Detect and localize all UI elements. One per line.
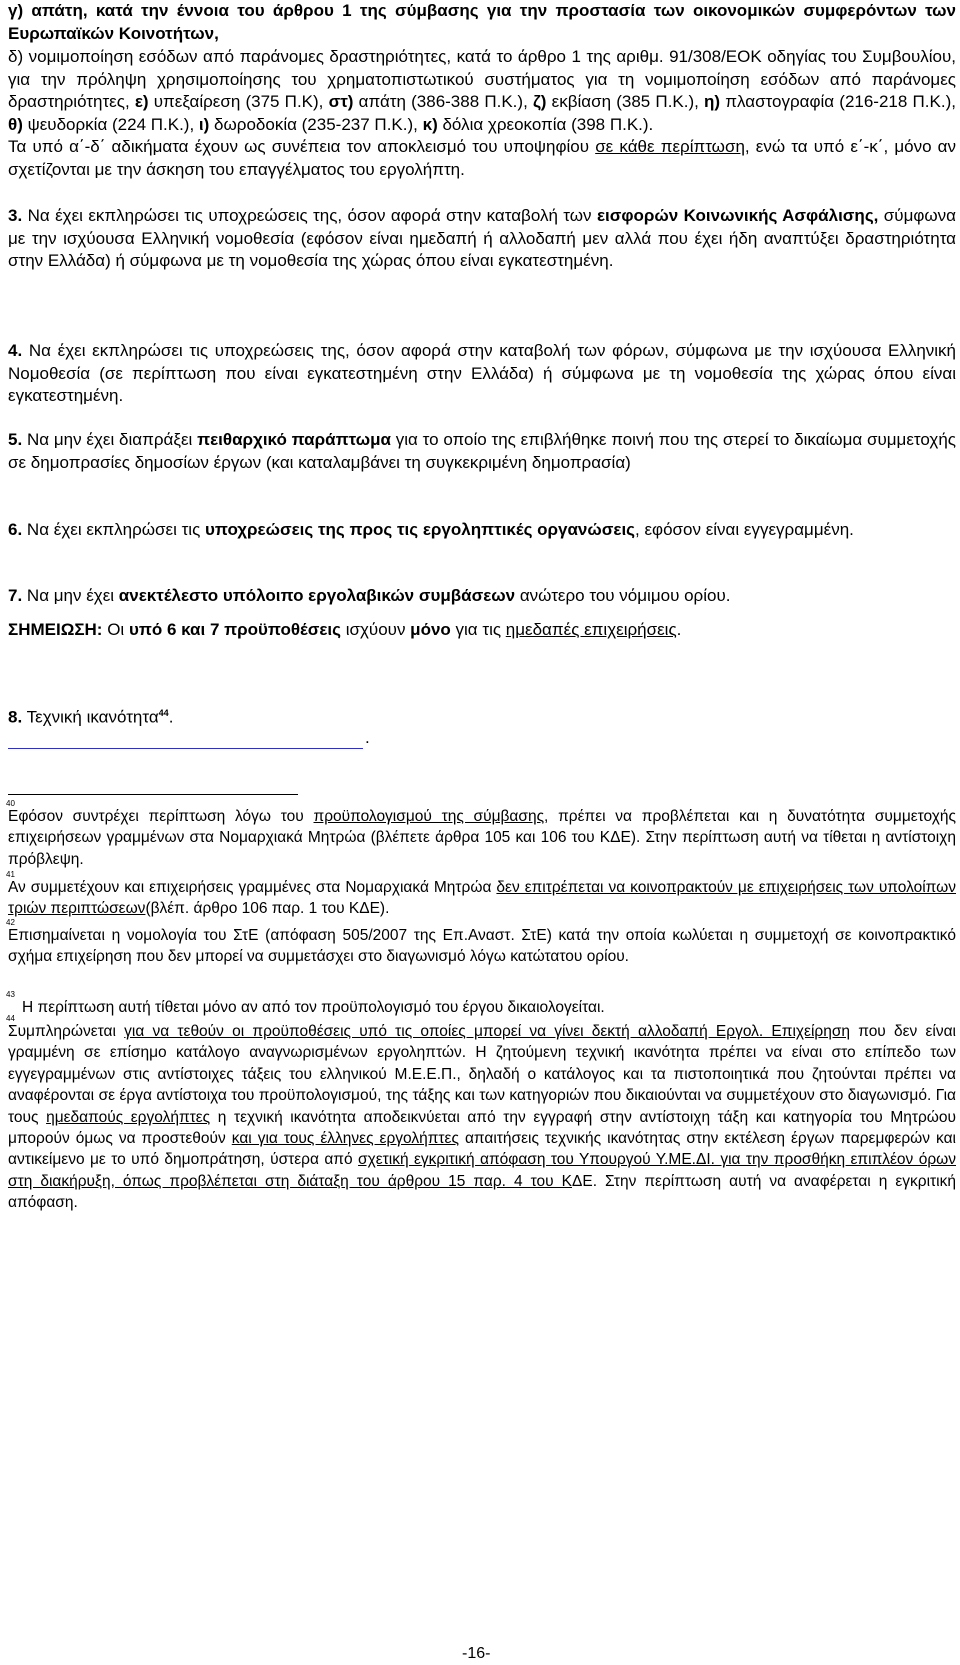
consequence-underlined: σε κάθε περίπτωση — [595, 137, 745, 156]
item-7-text-c: ανώτερο του νόμιμου ορίου. — [515, 586, 731, 605]
item-4-number: 4. — [8, 341, 23, 360]
item-3-number: 3. — [8, 206, 23, 225]
item-6-text-c: , εφόσον είναι εγγεγραμμένη. — [635, 520, 854, 539]
footnote-44-text-a: Συμπληρώνεται — [8, 1023, 125, 1040]
consequence-paragraph — [8, 136, 956, 181]
item-8-number: 8. — [8, 707, 23, 727]
consequence-text-1: Τα υπό α΄-δ΄ αδικήματα έχουν ως συνέπεια τον αποκλεισμό του υποψηφίου — [8, 137, 596, 156]
item-7 — [8, 585, 956, 608]
footnote-43 — [6, 990, 956, 1018]
item-st-text: απάτη (386-388 Π.Κ.), — [353, 92, 528, 111]
item-4 — [8, 340, 956, 408]
label-k: κ) — [422, 114, 438, 134]
item-5-bold: πειθαρχικό παράπτωμα — [197, 430, 391, 449]
fill-in-line-dot: . — [365, 728, 370, 747]
footnote-41-number: 41 — [6, 870, 15, 879]
item-g-text: γ) απάτη, κατά την έννοια του άρθρου 1 της σύμβασης για την προστασία των οικονομικών συμφερόντων των Ευρωπαϊκών Κοινοτήτων, — [8, 1, 956, 43]
footnote-40-text-b: , πρέπει να προβλέπεται και η δυνατότητα συμμετοχής επιχειρήσεων γραμμένων στα Νομαρχιακά Μητρώα (βλέπετε άρθρα 105 και 106 του ΚΔΕ). Στην περίπτωση αυτή να τίθεται η αντίστοιχη πρόβλεψη. — [8, 808, 956, 868]
footnote-41 — [6, 870, 957, 920]
footnote-44-underlined-1: για να τεθούν οι προϋποθέσεις υπό τις οποίες μπορεί να γίνει δεκτή αλλοδαπή Εργολ. Επιχείρηση — [124, 1023, 851, 1040]
footnote-41-underlined: δεν επιτρέπεται να κοινοπρακτούν με επιχειρήσεις των υπολοίπων τριών περιπτώσεων — [8, 879, 957, 918]
item-7-bold: ανεκτέλεστο υπόλοιπο εργολαβικών συμβάσεων — [118, 586, 516, 605]
note-paragraph — [8, 619, 956, 642]
footnote-40-text-a: Εφόσον συντρέχει περίπτωση λόγω του — [8, 808, 314, 825]
item-th-text: ψευδορκία (224 Π.Κ.), — [22, 114, 195, 134]
item-8 — [8, 702, 956, 729]
note-text-e: για τις — [450, 620, 506, 639]
note-underlined: ημεδαπές επιχειρήσεις — [505, 620, 677, 639]
page-number: -16- — [462, 1645, 491, 1662]
footnote-44-underlined-3: και για τους έλληνες εργολήπτες — [231, 1130, 459, 1148]
item-3 — [8, 205, 956, 273]
footnote-44-text-c: η τεχνική ικανότητα αποδεικνύεται από την εγγραφή στην αντίστοιχη τάξη και κατηγορία του Μητρώου μπορούν όμως να προστεθούν — [8, 1108, 956, 1148]
footnote-44-text-d: απαιτήσεις τεχνικής ικανότητας στην εκτέλεση έργων παρεμφερών και αντικείμενο με το υπό δημοπράτηση, ύστερα από — [8, 1130, 956, 1169]
item-5 — [8, 429, 956, 474]
footnote-44-text — [8, 1021, 956, 1214]
item-k-text: δόλια χρεοκοπία (398 Π.Κ.). — [437, 114, 654, 134]
footnote-42-text: Επισημαίνεται η νομολογία του ΣτΕ (απόφαση 505/2007 της Επ.Αναστ. ΣτΕ) κατά την οποία κωλύεται η συμμετοχή σε κοινοπρακτικό σχήμα επιχείρηση που δεν μπορεί να συμμετάσχει στο διαγωνισμό λόγω κατώτατου ορίου. — [8, 927, 956, 966]
item-5-text-a: Να μην έχει διαπράξει — [22, 430, 198, 449]
item-3-text-c: σύμφωνα με την ισχύουσα Ελληνική νομοθεσία (εφόσον είναι ημεδαπή ή αλλοδαπή μεν αλλά που έχει ήδη αναπτύξει δραστηριότητα στην Ελλάδα) ή σύμφωνα με τη νομοθεσία της χώρας όπου είναι εγκατεστημένη. — [8, 206, 956, 270]
footnote-41-text — [8, 877, 956, 920]
item-3-text-a: Να έχει εκπληρώσει τις υποχρεώσεις της, όσον αφορά στην καταβολή των — [22, 206, 597, 225]
footnote-43-number: 43 — [6, 990, 15, 999]
footnote-41-text-b: (βλέπ. άρθρο 106 παρ. 1 του ΚΔΕ). — [145, 900, 390, 918]
label-h: η) — [704, 92, 721, 111]
label-st: στ) — [328, 92, 354, 111]
note-bold-d: μόνο — [410, 620, 451, 639]
item-7-text-a: Να μην έχει — [22, 586, 119, 605]
item-6-bold: υποχρεώσεις της προς τις εργοληπτικές οργανώσεις — [205, 520, 636, 539]
intro-section — [8, 0, 956, 181]
item-5-text-c: για το οποίο της επιβλήθηκε ποινή που της στερεί το δικαίωμα συμμετοχής σε δημοπρασίες δημοσίων έργων (και καταλαμβάνει τη συγκεκριμένη δημοπρασία) — [8, 430, 956, 472]
label-e: ε) — [134, 92, 149, 111]
item-i-text: δωροδοκία (235-237 Π.Κ.), — [209, 114, 418, 134]
footnote-44-text-e: ΔΕ. Στην περίπτωση αυτή να αναφέρεται η εγκριτική απόφαση. — [8, 1172, 956, 1212]
note-text-g: . — [676, 620, 682, 639]
item-7-number: 7. — [8, 586, 23, 605]
note-bold-b: υπό 6 και 7 προϋποθέσεις — [128, 620, 341, 639]
item-8-text: Τεχνική ικανότητα — [22, 707, 159, 727]
footnote-44-underlined-2: ημεδαπούς εργολήπτες — [46, 1108, 211, 1126]
footnote-44-number: 44 — [6, 1014, 15, 1023]
item-8-end: . — [168, 707, 174, 727]
note-text-a: Οι — [102, 620, 129, 639]
footnote-43-text: Η περίπτωση αυτή τίθεται μόνο αν από τον προϋπολογισμό του έργου δικαιολογείται. — [22, 999, 605, 1016]
item-4-text: Να έχει εκπληρώσει τις υποχρεώσεις της, όσον αφορά στην καταβολή των φόρων, σύμφωνα με την ισχύουσα Ελληνική Νομοθεσία (σε περίπτωση που είναι εγκατεστημένη στην Ελλάδα) ή σύμφωνα με τη νομοθεσία της χώρας όπου είναι εγκατεστημένη. — [8, 341, 956, 405]
note-text-c: ισχύουν — [340, 620, 411, 639]
item-6-text-a: Να έχει εκπληρώσει τις — [22, 520, 206, 539]
footnote-41-text-a: Αν συμμετέχουν και επιχειρήσεις γραμμένες στα Νομαρχιακά Μητρώα — [8, 879, 497, 896]
footnote-40-text — [8, 806, 956, 870]
footnote-40-underlined: προϋπολογισμού της σύμβασης — [313, 808, 545, 825]
footnote-44-underlined-4: σχετική εγκριτική απόφαση του Υπουργού Υ.ΜΕ.ΔΙ. για την προσθήκη επιπλέον όρων στη διακήρυξη, όπως προβλέπεται στη διάταξη του άρθρου 15 παρ. 4 του Κ — [8, 1151, 956, 1190]
footnote-40-number: 40 — [6, 799, 15, 808]
item-h-text: πλαστογραφία (216-218 Π.Κ.), — [720, 92, 956, 111]
footnote-42-number: 42 — [6, 918, 15, 927]
label-z: ζ) — [532, 92, 547, 111]
item-6-number: 6. — [8, 520, 23, 539]
footnote-42 — [6, 918, 956, 968]
item-6 — [8, 519, 956, 542]
item-z-text: εκβίαση (385 Π.Κ.), — [546, 92, 699, 111]
item-e-text: υπεξαίρεση (375 Π.Κ), — [148, 92, 324, 111]
footnote-44 — [6, 1014, 956, 1214]
fill-in-line — [8, 748, 363, 749]
footnote-separator — [8, 794, 298, 795]
item-3-bold: εισφορών Κοινωνικής Ασφάλισης, — [596, 206, 879, 225]
footnote-40 — [6, 799, 956, 870]
paragraph-g — [8, 0, 956, 45]
consequence-text-2: , ενώ τα υπό ε΄-κ΄, μόνο αν σχετίζονται με την άσκηση του επαγγέλματος του εργολήπτη. — [8, 137, 957, 179]
label-i: ι) — [198, 114, 210, 134]
paragraph-d — [8, 46, 956, 136]
label-th: θ) — [8, 114, 23, 134]
item-d-text: δ) νομιμοποίηση εσόδων από παράνομες δραστηριότητες, κατά το άρθρο 1 της αριθμ. 91/308/ΕΟΚ οδηγίας του Συμβουλίου, για την πρόληψη χρησιμοποίησης του χρηματοπιστωτικού συστήματος για τη νομιμοποίηση εσόδων από παράνομες δραστηριότητες, — [8, 47, 956, 111]
item-5-number: 5. — [8, 430, 23, 449]
footnote-ref-44[interactable]: 44 — [158, 708, 169, 718]
footnote-44-text-b: που δεν είναι γραμμένη σε επίσημο κατάλογο αναγνωρισμένων εργοληπτών. Η ζητούμενη τεχνική ικανότητα πρέπει να είναι στο επίπεδο των εγγεγραμμένων στις αντίστοιχες τάξεις του ελληνικού Μ.Ε.Ε.Π., δηλαδή ο κατάλογος και τα πιστοποιητικά που ζητούνται πρέπει να αναφέρονται σε έργα αντίστοιχα του προϋπολογισμού, της τάξης και των κατηγοριών που δικαιούνται να συμμετέχουν στο διαγωνισμό. Για τους — [8, 1023, 956, 1126]
note-label: ΣΗΜΕΙΩΣΗ: — [8, 620, 103, 639]
